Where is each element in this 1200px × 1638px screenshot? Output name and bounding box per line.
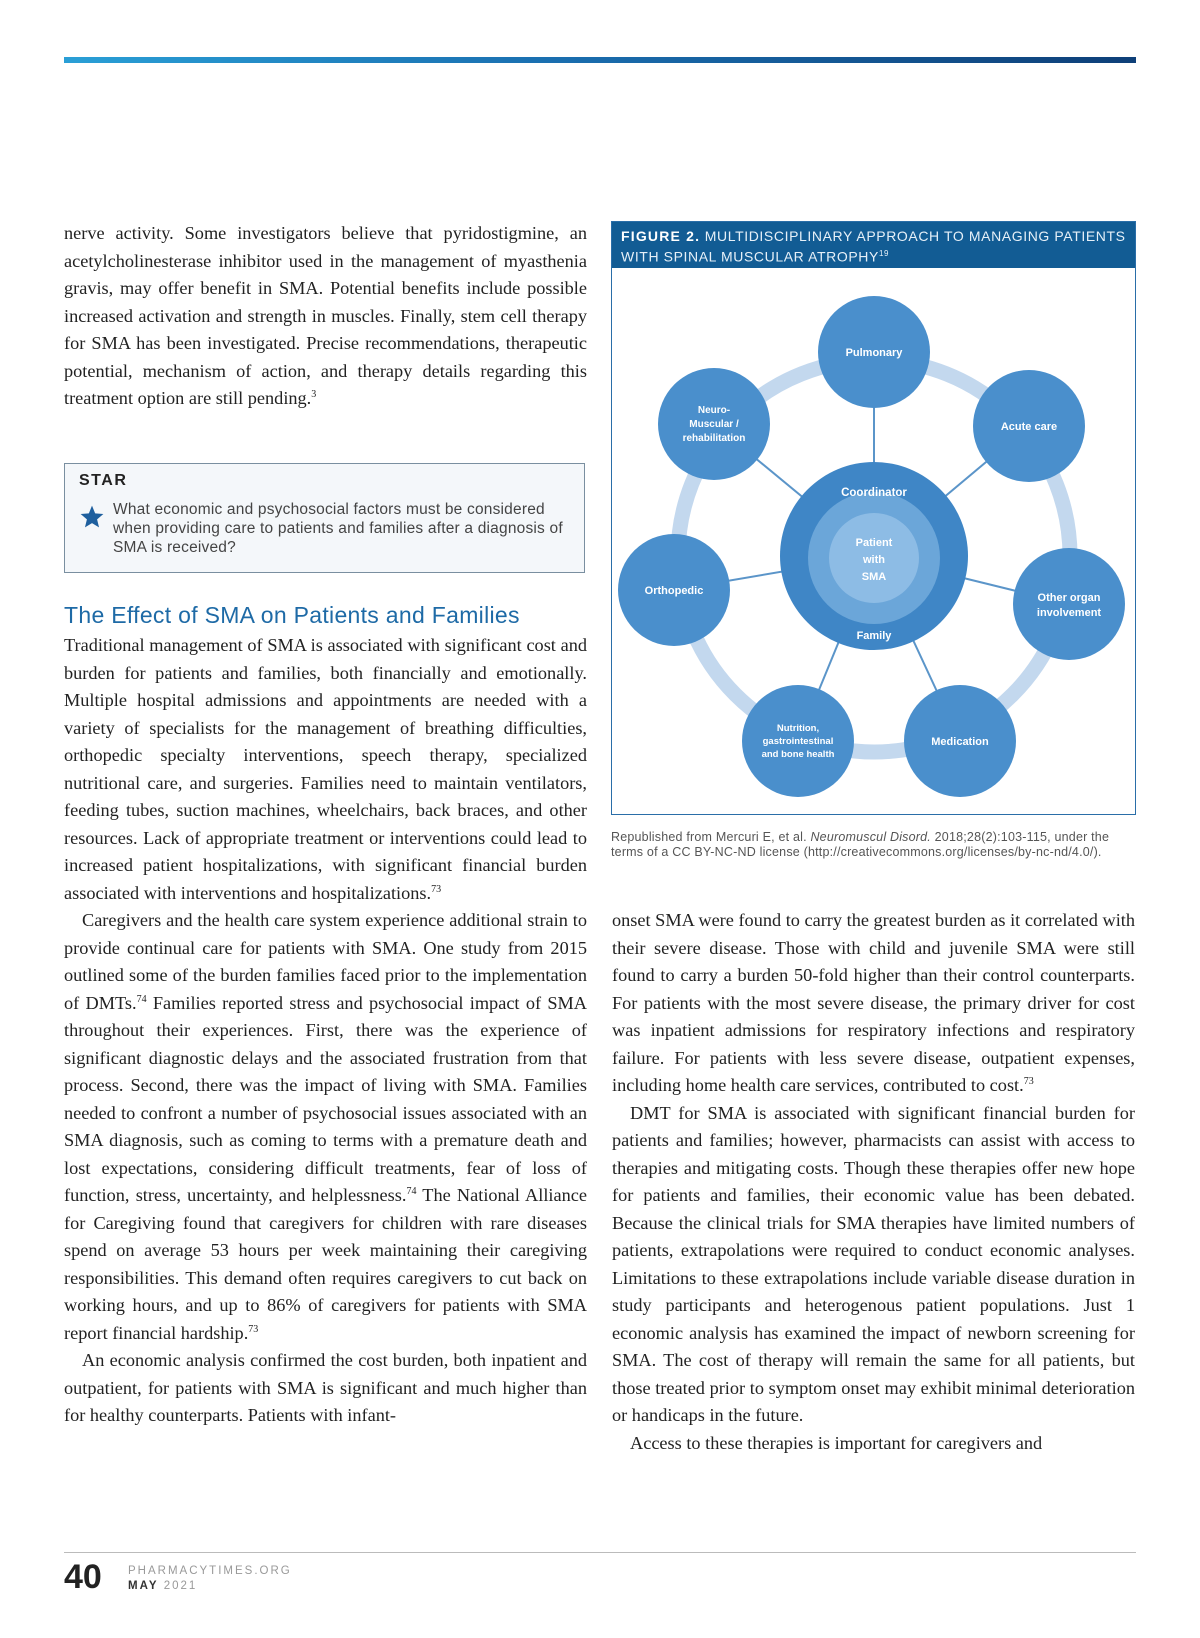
reference-superscript: 73 bbox=[248, 1323, 259, 1335]
patient-label-line3: SMA bbox=[861, 571, 887, 583]
svg-text:Pulmonary: Pulmonary bbox=[845, 347, 903, 359]
footer-month: MAY bbox=[128, 1580, 159, 1592]
reference-superscript: 74 bbox=[406, 1185, 417, 1197]
star-question: What economic and psychosocial factors must be considered when providing care to patients and families after a diagnosis of SMA is received? bbox=[113, 501, 563, 556]
svg-text:Nutrition,: Nutrition, bbox=[776, 723, 820, 734]
multidisciplinary-diagram bbox=[612, 268, 1134, 813]
node-acute-care bbox=[973, 370, 1085, 482]
figure-title-ref: 19 bbox=[878, 249, 890, 258]
patient-label-line2: with bbox=[863, 554, 885, 566]
node-nutrition bbox=[742, 685, 854, 797]
footer-rule bbox=[64, 1552, 1136, 1553]
reference-superscript: 73 bbox=[1023, 1075, 1034, 1087]
footer-year: 2021 bbox=[163, 1580, 198, 1592]
paragraph: DMT for SMA is associated with significant financial burden for patients and families; however, pharmacists can assist with access to therapies and mitigating costs. Though these therapies offer new hope for patients and families, their economic value has been debated. Because the clinical trials for SMA therapies have limited numbers of patients, extrapolations were required to conduct economic analyses. Limitations to these extrapolations include variable disease duration in study participants and heterogenous patient populations. Just 1 economic analysis has examined the impact of newborn screening for SMA. The cost of therapy will remain the same for all patients, but those treated prior to symptom onset may exhibit minimal deterioration or handicaps in the future. bbox=[612, 1102, 1135, 1425]
paragraph: An economic analysis confirmed the cost burden, both inpatient and outpatient, for patients with SMA is significant and much higher than for healthy counterparts. Patients with infant- bbox=[64, 1350, 587, 1425]
caption-journal: Neuromuscul Disord. bbox=[810, 830, 931, 844]
paragraph: Access to these therapies is important for caregivers and bbox=[630, 1432, 1043, 1453]
family-label: Family bbox=[856, 630, 892, 642]
figure-title: MULTIDISCIPLINARY APPROACH TO MANAGING PATIENTS WITH SPINAL MUSCULAR ATROPHY bbox=[621, 228, 1126, 265]
svg-text:Orthopedic: Orthopedic bbox=[644, 585, 704, 597]
footer-date bbox=[128, 1580, 197, 1592]
node-orthopedic bbox=[618, 534, 730, 646]
svg-text:Medication: Medication bbox=[931, 736, 989, 748]
svg-text:Neuro-: Neuro- bbox=[697, 405, 731, 416]
reference-superscript: 74 bbox=[136, 993, 147, 1005]
svg-text:Other organ: Other organ bbox=[1037, 592, 1101, 604]
svg-text:rehabilitation: rehabilitation bbox=[682, 433, 746, 444]
reference-superscript: 73 bbox=[431, 883, 442, 895]
svg-text:and bone health: and bone health bbox=[761, 749, 835, 760]
star-icon bbox=[79, 504, 105, 530]
paragraph: onset SMA were found to carry the greatest burden as it correlated with their severe disease. Those with child and juvenile SMA were still found to carry a burden 50-fold higher than their control counterparts. For patients with the most severe disease, the primary driver for cost was inpatient admissions for respiratory infections and respiratory failure. For patients with less severe disease, outpatient expenses, including home health care services, contributed to cost.$^{73}$ bbox=[612, 910, 1135, 1095]
paragraph: Caregivers and the health care system experience additional strain to provide continual care for patients with SMA. One study from 2015 outlined some of the burden families faced prior to the implementation of DMTs.$^{74}$ Families reported stress and psychosocial impact of SMA throughout their experiences. First, there was the experience of significant diagnostic delays and the associated frustration from that process. Second, there was the impact of living with SMA. Families needed to confront a number of psychosocial issues associated with an SMA diagnosis, such as coming to terms with a premature death and lost expectations, considering difficult treatments, fear of loss of function, stress, uncertainty, and helplessness.$^{74}$ The National Alliance for Caregiving found that caregivers for children with rare diseases spend on average 53 hours per week maintaining their caregiving responsibilities. This demand often requires caregivers to cut back on working hours, and up to 86% of caregivers for patients with SMA report financial hardship.$^{73}$ bbox=[64, 910, 587, 1343]
patient-label-line1: Patient bbox=[855, 537, 893, 549]
star-callout-box bbox=[64, 463, 585, 573]
coordinator-label: Coordinator bbox=[841, 487, 907, 499]
figure-label: FIGURE 2. bbox=[621, 228, 701, 244]
figure-header bbox=[612, 222, 1135, 268]
star-title: STAR bbox=[79, 472, 128, 489]
figure-caption: Republished from Mercuri E, et al. Neuromuscul Disord. 2018;28(2):103-115, under the terms of a CC BY-NC-ND license (http://creativecommons.org/licenses/by-nc-nd/4.0/). bbox=[611, 830, 1110, 859]
top-accent-bar bbox=[64, 57, 1136, 63]
svg-text:gastrointestinal: gastrointestinal bbox=[762, 736, 834, 747]
node-pulmonary bbox=[818, 296, 930, 408]
node-neuromuscular bbox=[658, 368, 770, 480]
figure-2 bbox=[611, 221, 1136, 815]
reference-superscript: 3 bbox=[311, 388, 317, 400]
svg-text:Acute care: Acute care bbox=[1000, 421, 1058, 433]
node-medication bbox=[904, 685, 1016, 797]
svg-text:involvement: involvement bbox=[1036, 607, 1102, 619]
section-heading: The Effect of SMA on Patients and Families bbox=[64, 602, 520, 628]
svg-text:Muscular /: Muscular / bbox=[689, 419, 739, 430]
paragraph: nerve activity. Some investigators believe that pyridostigmine, an acetylcholinesterase inhibitor used in the management of myasthenia gravis, may offer benefit in SMA. Potential benefits include possible increased activation and strength in muscles. Finally, stem cell therapy for SMA has been investigated. Precise recommendations, therapeutic potential, mechanism of action, and therapy details regarding this treatment option are still pending.$^3$ bbox=[64, 223, 587, 408]
footer-site: PHARMACYTIMES.ORG bbox=[128, 1565, 292, 1577]
node-other-organ bbox=[1013, 548, 1125, 660]
paragraph: Traditional management of SMA is associated with significant cost and burden for patients and families, both financially and emotionally. Multiple hospital admissions and appointments are needed with a variety of specialists for the management of breathing difficulties, orthopedic specialty interventions, speech therapy, specialized nutritional care, and surgeries. Families need to maintain ventilators, feeding tubes, suction machines, wheelchairs, back braces, and other resources. Lack of appropriate treatment or interventions could lead to increased patient hospitalizations, with significant financial burden associated with interventions and hospitalizations.$^{73}$ bbox=[64, 635, 587, 903]
right-column-body bbox=[612, 907, 1135, 1457]
left-column-body bbox=[64, 632, 587, 1430]
left-column-top bbox=[64, 220, 587, 413]
page-number: 40 bbox=[64, 1558, 102, 1596]
